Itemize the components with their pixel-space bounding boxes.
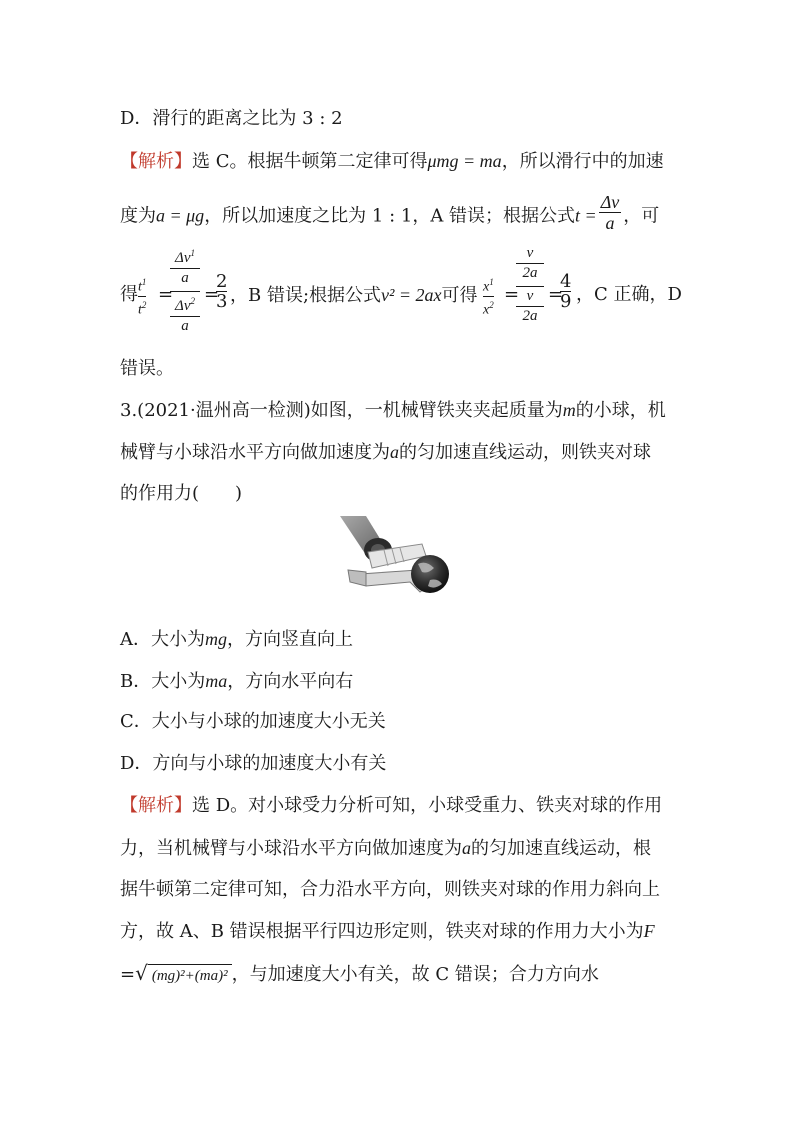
fraction-2-3 [216,272,227,311]
q3-analysis-line-4: 方，故 A、B 错误根据平行四边形定则，铁夹对球的作用力大小为F [120,921,655,942]
text: 得 [120,284,138,305]
equation: μmg = ma [427,151,502,171]
option-c: C．大小与小球的加速度大小无关 [120,711,386,732]
fraction-t1-t2 [138,274,146,318]
text: ，所以加速度之比为 1 : 1，A 错误；根据公式 [204,205,576,227]
q3-analysis-line-5: =√ (mg)²+(ma)² ，与加速度大小有关，故 C 错误；合力方向水 [120,961,599,985]
text: 度为 [120,205,156,227]
text: ，所以滑行中的加速 [501,151,664,172]
equals-sign: = [548,284,564,305]
denominator-bottom: 2a [516,306,544,326]
text: 选 C。根据牛顿第二定律可得 [192,151,428,172]
numerator-top: $\Delta v^1$ [175,248,195,266]
numerator-top: v [526,245,534,261]
fraction-dv-over-a [599,192,622,233]
sqrt-expression: √ (mg)²+(ma)² [135,962,232,987]
denominator: 3 [216,291,228,312]
analysis-tag: 【解析】 [120,151,192,172]
denominator-top: v [516,286,544,306]
equals-sign: = [158,284,174,305]
q2-analysis-line-2 [120,192,660,237]
q3-stem-line-2: 械臂与小球沿水平方向做加速度为a的匀加速直线运动，则铁夹对球 [120,442,651,463]
q2-analysis-line-1 [120,150,664,173]
option-a: A．大小为mg，方向竖直向上 [120,629,353,650]
text-row: ，C 正确，D [576,284,682,305]
denominator: a [605,213,615,233]
analysis-tag: 【解析】 [120,795,192,816]
q2-analysis-line-4: 错误。 [120,358,174,379]
equals-sign: = [204,284,220,305]
text-row [120,284,138,306]
compound-fraction-v [516,244,544,326]
numerator: $x^1$ [483,274,494,297]
q3-analysis-line-3: 据牛顿第二定律可知，合力沿水平方向，则铁夹对球的作用力斜向上 [120,879,660,900]
option-d: D．方向与小球的加速度大小有关 [120,753,387,774]
text-row: ，B 错误;根据公式v² = 2ax可得 [230,285,478,306]
denominator: $t^2$ [138,299,147,318]
numerator: $t^1$ [138,274,146,297]
q3-stem-line-1: 3.(2021·温州高一检测)如图，一机械臂铁夹夹起质量为m的小球，机 [120,400,666,421]
numerator-bottom: a [170,268,200,288]
denominator-bottom: a [170,316,200,336]
numerator: Δv [600,192,620,212]
fraction-4-9 [560,272,571,311]
text: ，可 [623,205,660,227]
equation: t = [575,205,597,226]
q3-stem-line-3: 的作用力( ) [120,483,243,504]
equals-sign: = [504,284,520,305]
equation: a = μg [156,205,205,226]
option-d-distance: D．滑行的距离之比为 3 : 2 [120,108,343,129]
option-b: B．大小为ma，方向水平向右 [120,671,354,692]
fraction-x1-x2 [483,274,494,318]
denominator-top: $\Delta v^2$ [170,291,200,316]
denominator: $x^2$ [483,299,494,318]
robot-arm-clamp-figure [330,512,455,607]
q3-analysis-line-1: 【解析】选 D。对小球受力分析可知，小球受重力、铁夹对球的作用 [120,795,663,816]
robot-arm-illustration [330,512,455,607]
compound-fraction-dv [170,244,200,336]
numerator: 4 [560,271,572,292]
numerator-bottom: 2a [516,263,544,283]
denominator: 9 [560,291,572,312]
numerator: 2 [216,271,228,292]
q3-analysis-line-2: 力，当机械臂与小球沿水平方向做加速度为a的匀加速直线运动，根 [120,838,651,859]
